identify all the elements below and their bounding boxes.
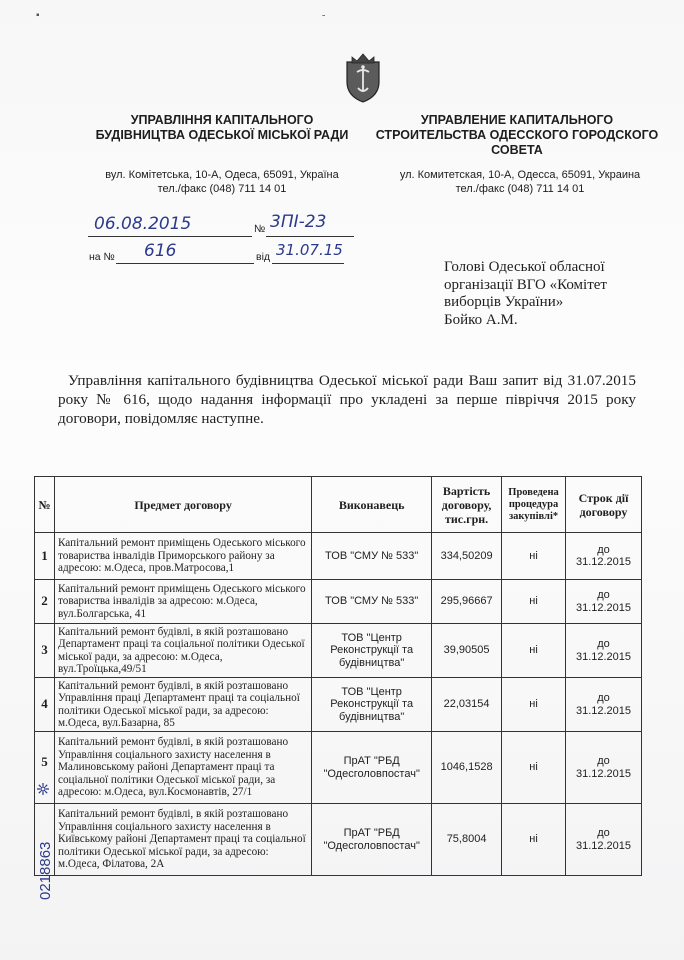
out-number-line xyxy=(266,212,354,237)
out-date: 06.08.2015 xyxy=(94,214,192,234)
out-number: 3ПІ-23 xyxy=(270,212,327,232)
header-address-ua xyxy=(86,168,358,196)
col-term-header: Строк дії договору xyxy=(566,477,642,533)
serial-number xyxy=(33,812,55,902)
flower-ornament-icon xyxy=(36,782,50,796)
row-procedure: ні xyxy=(502,732,566,804)
letter-body: Управління капітального будівництва Одеської міської ради Ваш запит від 31.07.2015 року № 616, щодо надання інформації про укладені за перше півріччя 2015 року договори, повідомляє наступне. xyxy=(58,372,636,427)
contracts-table xyxy=(34,476,642,876)
top-mark: - xyxy=(322,10,326,21)
row-cost: 1046,1528 xyxy=(432,732,502,804)
addressee xyxy=(444,259,654,329)
row-subject: Капітальний ремонт будівлі, в якій розташовано Департамент праці та соціальної політики Одеської міської ради, за адресою: м.Одеса, вул.Троїцька,49/51 xyxy=(54,624,311,678)
odesa-coat-of-arms-icon xyxy=(343,52,383,104)
row-procedure: ні xyxy=(502,678,566,732)
address-ru: ул. Комитетская, 10-А, Одесса, 65091, Украина xyxy=(399,169,641,181)
row-subject: Капітальний ремонт будівлі, в якій розташовано Управління соціального захисту населення в Київському районі Департамент праці та соціальної політики Одеської міської ради, за адресою: м.Одеса, Філатова, 2А xyxy=(54,804,311,876)
in-date-line xyxy=(272,243,344,264)
phone-ua: тел./факс (048) 711 14 01 xyxy=(157,183,287,195)
row-term: до 31.12.2015 xyxy=(566,533,642,580)
addressee-line: виборців України» xyxy=(444,294,564,310)
row-cost: 295,96667 xyxy=(432,580,502,624)
row-cost: 22,03154 xyxy=(432,678,502,732)
header-address-ru xyxy=(376,168,664,196)
in-number-line xyxy=(116,243,254,264)
in-date: 31.07.15 xyxy=(276,241,343,259)
table-row xyxy=(35,533,642,580)
row-subject: Капітальний ремонт будівлі, в якій розташовано Управління соціального захисту населення в Малиновському районі Департамент праці та соціальної політики Одеської міської ради, за адресою: м.Одеса, вул.Космонавтів, 27/1 xyxy=(54,732,311,804)
row-num: 5 xyxy=(35,732,55,804)
table-header-row xyxy=(35,477,642,533)
header-title-ru: УПРАВЛЕНИЕ КАПИТАЛЬНОГО СТРОИТЕЛЬСТВА ОДЕССКОГО ГОРОДСКОГО СОВЕТА xyxy=(375,113,659,157)
row-procedure: ні xyxy=(502,804,566,876)
row-contractor: ТОВ "СМУ № 533" xyxy=(312,533,432,580)
row-subject: Капітальний ремонт будівлі, в якій розташовано Управління праці Департамент праці та соціальної політики Одеської міської ради, за адресою: м.Одеса, вул.Базарна, 85 xyxy=(54,678,311,732)
row-procedure: ні xyxy=(502,533,566,580)
header-title-ua: УПРАВЛІННЯ КАПІТАЛЬНОГО БУДІВНИЦТВА ОДЕСЬКОЇ МІСЬКОЇ РАДИ xyxy=(95,113,349,142)
row-cost: 75,8004 xyxy=(432,804,502,876)
row-cost: 334,50209 xyxy=(432,533,502,580)
row-contractor: ТОВ "Центр Реконструкції та будівництва" xyxy=(312,678,432,732)
table-row xyxy=(35,580,642,624)
out-date-line xyxy=(88,216,252,237)
out-number-label: № xyxy=(254,223,266,235)
row-subject: Капітальний ремонт приміщень Одеського міського товариства інвалідів за адресою: м.Одеса, вул.Болгарська, 41 xyxy=(54,580,311,624)
row-num: 3 xyxy=(35,624,55,678)
in-date-label: від xyxy=(256,251,271,263)
in-number-label: на № xyxy=(89,251,115,263)
row-procedure: ні xyxy=(502,624,566,678)
table-row xyxy=(35,624,642,678)
col-cost-header: Вартість договору, тис.грн. xyxy=(432,477,502,533)
row-term: до 31.12.2015 xyxy=(566,678,642,732)
row-num: 4 xyxy=(35,678,55,732)
in-number: 616 xyxy=(144,241,177,261)
row-num: 2 xyxy=(35,580,55,624)
row-contractor: ПрАТ "РБД "Одесголовпостач" xyxy=(312,732,432,804)
corner-mark: ▪ xyxy=(36,10,40,21)
col-contractor-header: Виконавець xyxy=(312,477,432,533)
row-procedure: ні xyxy=(502,580,566,624)
row-cost: 39,90505 xyxy=(432,624,502,678)
row-contractor: ПрАТ "РБД "Одесголовпостач" xyxy=(312,804,432,876)
address-ua: вул. Комітетська, 10-А, Одеса, 65091, Україна xyxy=(105,169,339,181)
row-num: 1 xyxy=(35,533,55,580)
addressee-line: Голові Одеської обласної xyxy=(444,259,605,275)
col-subject-header: Предмет договору xyxy=(54,477,311,533)
col-procedure-header: Проведена процедура закупівлі* xyxy=(502,477,566,533)
table-row xyxy=(35,678,642,732)
row-contractor: ТОВ "СМУ № 533" xyxy=(312,580,432,624)
addressee-line: Бойко А.М. xyxy=(444,311,518,328)
row-term: до 31.12.2015 xyxy=(566,804,642,876)
row-term: до 31.12.2015 xyxy=(566,732,642,804)
serial-number-text: 0218863 xyxy=(37,841,54,900)
row-term: до 31.12.2015 xyxy=(566,580,642,624)
table-row xyxy=(35,804,642,876)
phone-ru: тел./факс (048) 711 14 01 xyxy=(455,183,585,195)
col-num-header: № xyxy=(35,477,55,533)
row-term: до 31.12.2015 xyxy=(566,624,642,678)
addressee-line: організації ВГО «Комітет xyxy=(444,276,607,293)
table-row xyxy=(35,732,642,804)
row-contractor: ТОВ "Центр Реконструкції та будівництва" xyxy=(312,624,432,678)
row-subject: Капітальний ремонт приміщень Одеського міського товариства інвалідів Приморського району за адресою: м.Одеса, пров.Матросова,1 xyxy=(54,533,311,580)
